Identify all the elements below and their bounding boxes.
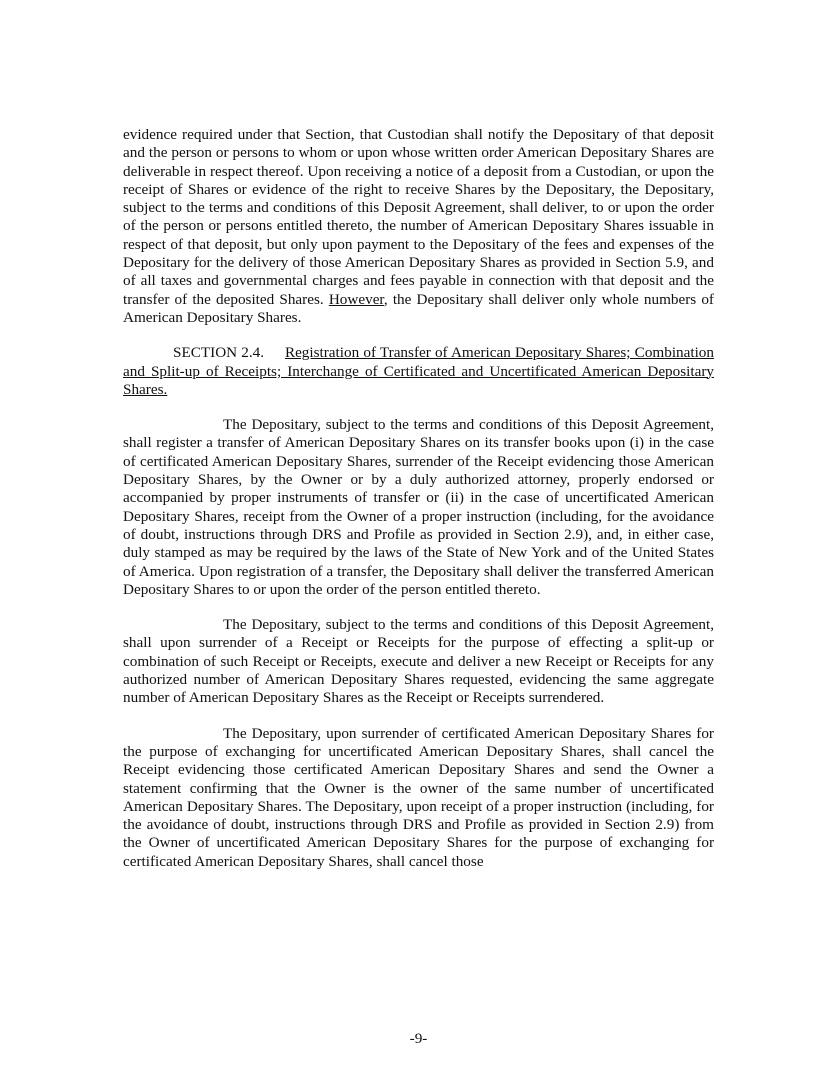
section-number: SECTION 2.4. <box>173 344 265 362</box>
however-underlined: However <box>328 290 384 308</box>
paragraph-split-up-combination: The Depositary, subject to the terms and conditions of this Deposit Agreement, shall upon surrender of a Receipt or Receipts for the purpose of effecting a split-up or combination of such Receipt or Receipts, execute and deliver a new Receipt or Receipts for any authorized number of American Depositary Shares requested, evidencing the same aggregate number of American Depositary Shares as the Receipt or Receipts surrendered. <box>123 616 714 707</box>
continued-paragraph <box>123 126 714 327</box>
paragraph-interchange: The Depositary, upon surrender of certificated American Depositary Shares for the purpose of exchanging for uncertificated American Depositary Shares, shall cancel the Receipt evidencing those certificated American Depositary Shares and send the Owner a statement confirming that the Owner is the owner of the same number of uncertificated American Depositary Shares. The Depositary, upon receipt of a proper instruction (including, for the avoidance of doubt, instructions through DRS and Profile as provided in Section 2.9) from the Owner of uncertificated American Depositary Shares for the purpose of exchanging for certificated American Depositary Shares, shall cancel those <box>123 724 714 870</box>
section-heading <box>123 344 714 399</box>
continued-paragraph-text: evidence required under that Section, that Custodian shall notify the Depositary of that deposit and the person or persons to whom or upon whose written order American Depositary Shares are deliverable in respect thereof. Upon receiving a notice of a deposit from a Custodian, or upon the receipt of Shares or evidence of the right to receive Shares by the Depositary, the Depositary, subject to the terms and conditions of this Deposit Agreement, shall deliver, to or upon the order of the person or persons entitled thereto, the number of American Depositary Shares issuable in respect of that deposit, but only upon payment to the Depositary of the fees and expenses of the Depositary for the delivery of those American Depositary Shares as provided in Section 5.9, and of all taxes and governmental charges and fees payable in connection with that deposit and the transfer of the deposited Shares. <box>123 126 714 308</box>
paragraph-transfer-registration: The Depositary, subject to the terms and conditions of this Deposit Agreement, shall register a transfer of American Depositary Shares on its transfer books upon (i) in the case of certificated American Depositary Shares, surrender of the Receipt evidencing those American Depositary Shares, by the Owner or by a duly authorized attorney, properly endorsed or accompanied by proper instruments of transfer or (ii) in the case of uncertificated American Depositary Shares, receipt from the Owner of a proper instruction (including, for the avoidance of doubt, instructions through DRS and Profile as provided in Section 2.9), and, in either case, duly stamped as may be required by the laws of the State of New York and of the United States of America. Upon registration of a transfer, the Depositary shall deliver the transferred American Depositary Shares to or upon the order of the person entitled thereto. <box>123 416 714 598</box>
section-title: Registration of Transfer of American Depositary Shares; Combination and Split-up of Receipts; Interchange of Certificated and Uncertificated American Depositary Shares. <box>123 344 714 398</box>
page-body <box>123 126 714 871</box>
continued-paragraph-end: , the Depositary shall deliver only whole numbers of American Depositary Shares. <box>123 290 714 326</box>
page-number: -9- <box>409 1030 428 1047</box>
